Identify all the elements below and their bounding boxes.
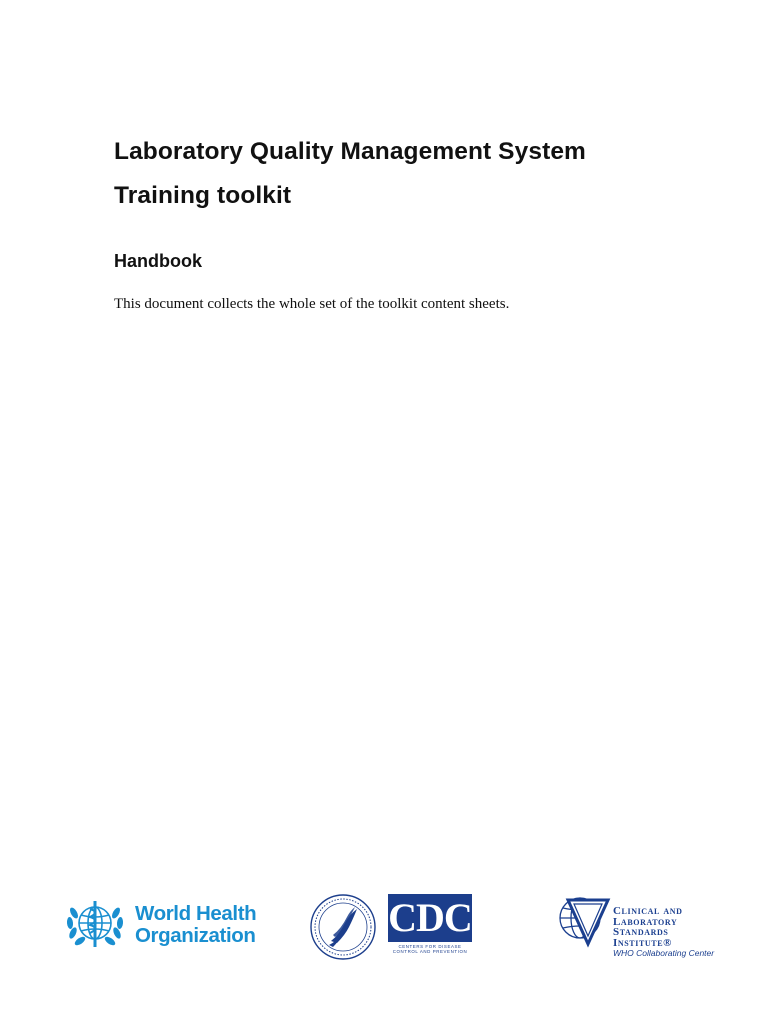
clsi-name-line-1: Clinical and	[613, 905, 683, 917]
clsi-name-line-2: Laboratory	[613, 915, 678, 928]
cdc-mark: CDC	[388, 895, 472, 940]
who-name-line-1: World Health	[135, 902, 257, 925]
cdc-subtitle-line-1: CENTERS FOR DISEASE	[398, 944, 462, 949]
clsi-globe-icon	[556, 892, 612, 952]
clsi-logo	[556, 892, 716, 962]
document-description: This document collects the whole set of the toolkit content sheets.	[114, 296, 510, 312]
clsi-name-line-4: Institute®	[613, 936, 672, 949]
hhs-seal-icon	[309, 893, 377, 961]
clsi-name-line-3: Standards	[613, 926, 669, 938]
cdc-subtitle	[388, 944, 472, 954]
clsi-tagline: WHO Collaborating Center	[613, 948, 715, 958]
cdc-subtitle-line-2: CONTROL AND PREVENTION	[392, 949, 468, 954]
who-emblem-icon	[60, 895, 130, 957]
title-line-1: Laboratory Quality Management System	[114, 138, 586, 165]
who-name-line-2: Organization	[135, 924, 256, 947]
document-title	[114, 130, 586, 218]
cdc-logo	[388, 894, 472, 958]
who-logo	[60, 895, 260, 957]
document-subtitle: Handbook	[114, 251, 202, 271]
who-wordmark	[135, 903, 256, 947]
clsi-wordmark	[613, 906, 682, 948]
title-line-2: Training toolkit	[114, 182, 292, 209]
